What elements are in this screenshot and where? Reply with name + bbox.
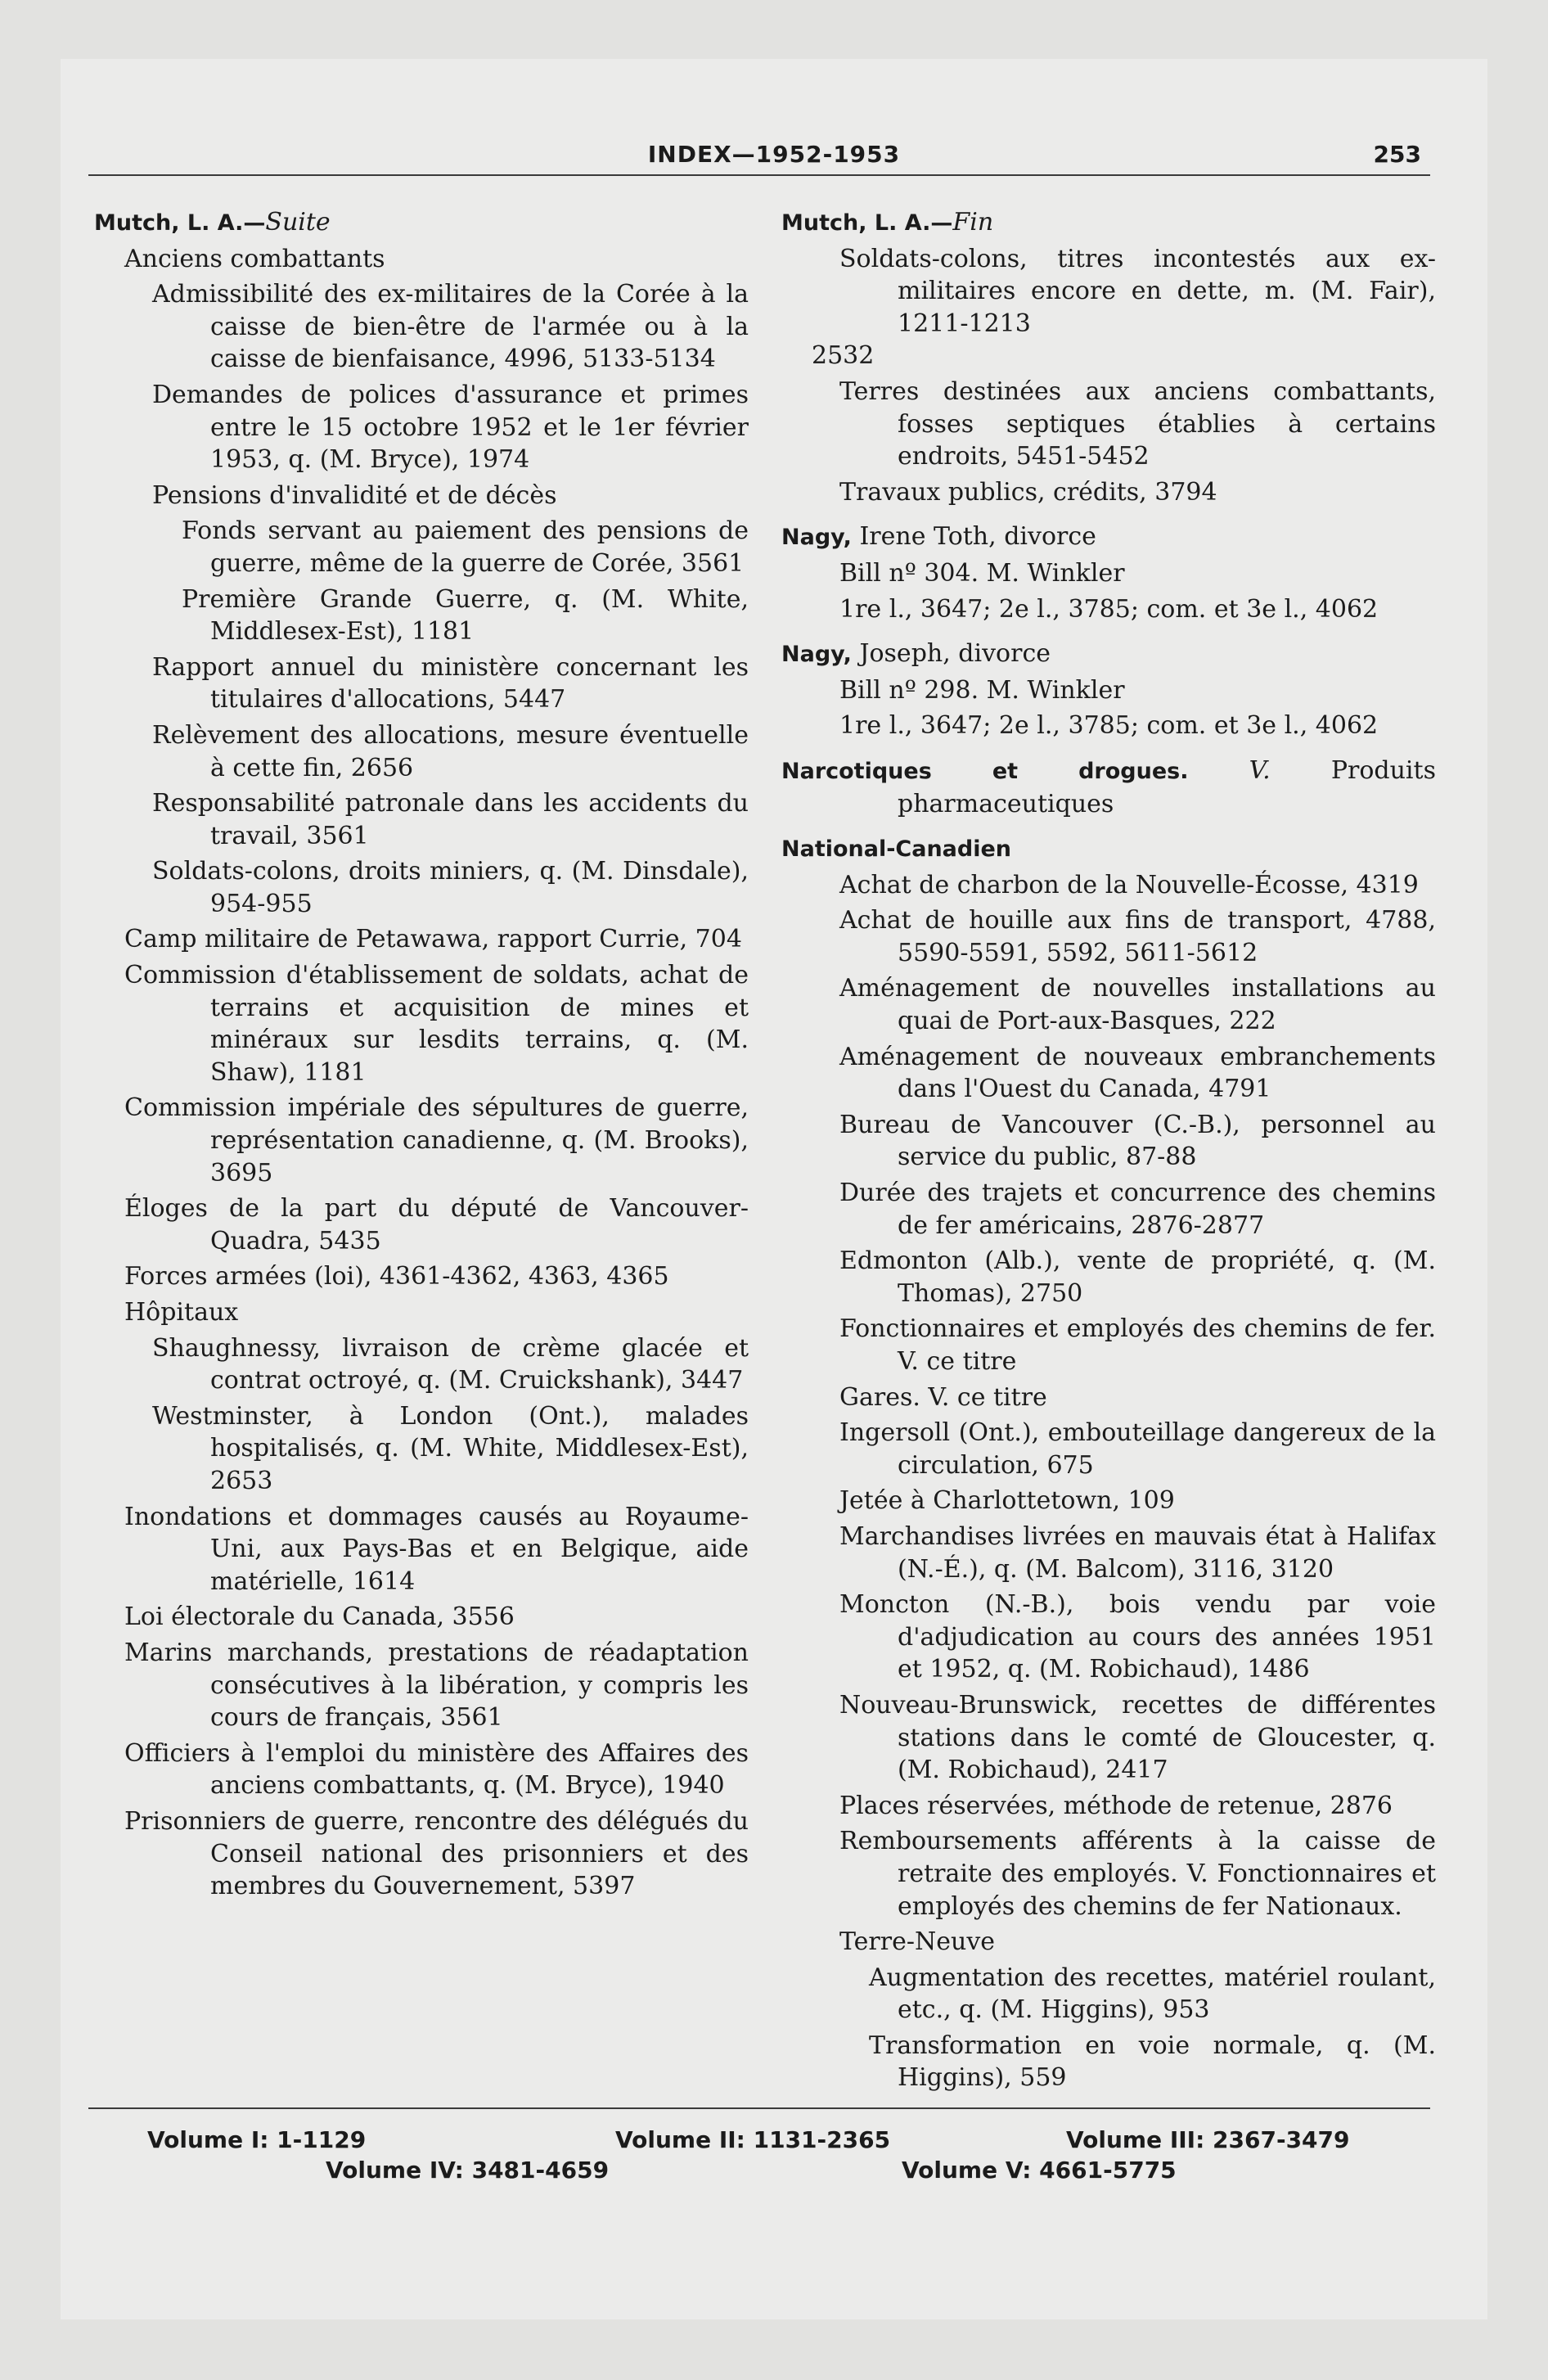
index-entry: Places réservées, méthode de retenue, 2876 bbox=[839, 1791, 1393, 1820]
index-entry: 1re l., 3647; 2e l., 3785; com. et 3e l., 4062 bbox=[839, 594, 1379, 624]
index-entry: Ingersoll (Ont.), embouteillage dangereux de la circulation, 675 bbox=[839, 1418, 1436, 1480]
index-entry: Hôpitaux bbox=[124, 1298, 239, 1327]
index-entry: Remboursements afférents à la caisse de retraite des employés. V. Fonctionnaires et employés des chemins de fer Nationaux. bbox=[839, 1827, 1436, 1921]
index-entry: Relèvement des allocations, mesure éventuelle à cette fin, 2656 bbox=[152, 720, 749, 782]
index-entry: Marins marchands, prestations de réadaptation consécutives à la libération, y compris les cours de français, 3561 bbox=[124, 1638, 749, 1733]
index-entry: Terre-Neuve bbox=[839, 1927, 996, 1957]
index-entry: Achat de charbon de la Nouvelle-Écosse, 4319 bbox=[839, 870, 1419, 899]
index-entry: Jetée à Charlottetown, 109 bbox=[839, 1486, 1175, 1516]
national-canadien-heading: National-Canadien bbox=[781, 836, 1012, 863]
index-entry: 1re l., 3647; 2e l., 3785; com. et 3e l., 4062 bbox=[839, 711, 1379, 741]
index-entry: Aménagement de nouveaux embranchements dans l'Ouest du Canada, 4791 bbox=[839, 1042, 1436, 1104]
narcotiques-heading: Narcotiques et drogues. V. Produits pharmaceutiques bbox=[781, 755, 1436, 818]
volume-1-range: Volume I: 1-1129 bbox=[147, 2126, 367, 2153]
right-heading: Mutch, L. A.—Fin bbox=[781, 208, 994, 237]
volume-5-range: Volume V: 4661-5775 bbox=[902, 2157, 1177, 2184]
left-column bbox=[94, 206, 749, 1903]
index-entry: Moncton (N.-B.), bois vendu par voie d'adjudication au cours des années 1951 et 1952, q. (M. Robichaud), 1486 bbox=[839, 1590, 1436, 1684]
page-number: 253 bbox=[1373, 141, 1421, 168]
left-heading: Mutch, L. A.—Suite bbox=[94, 208, 331, 237]
index-entry: Officiers à l'emploi du ministère des Affaires des anciens combattants, q. (M. Bryce), 1940 bbox=[124, 1738, 749, 1801]
index-entry: Inondations et dommages causés au Royaume-Uni, aux Pays-Bas et en Belgique, aide matérielle, 1614 bbox=[124, 1502, 749, 1596]
index-entry: Aménagement de nouvelles installations au quai de Port-aux-Basques, 222 bbox=[839, 974, 1436, 1036]
index-entry: Terres destinées aux anciens combattants, fosses septiques établies à certains endroits, 5451-5452 bbox=[839, 376, 1436, 471]
index-entry: Première Grande Guerre, q. (M. White, Middlesex-Est), 1181 bbox=[182, 584, 749, 647]
index-entry: Nouveau-Brunswick, recettes de différentes stations dans le comté de Gloucester, q. (M. Robichaud), 2417 bbox=[839, 1690, 1436, 1785]
index-entry: Bill nº 304. M. Winkler bbox=[839, 558, 1125, 588]
index-entry: Responsabilité patronale dans les accidents du travail, 3561 bbox=[152, 789, 749, 850]
index-entry: Travaux publics, crédits, 3794 bbox=[839, 477, 1217, 507]
index-entry: Admissibilité des ex-militaires de la Corée à la caisse de bien-être de l'armée ou à la caisse de bienfaisance, 4996, 5133-5134 bbox=[152, 280, 749, 374]
index-entry: Anciens combattants bbox=[124, 244, 385, 273]
index-entry: Edmonton (Alb.), vente de propriété, q. (M. Thomas), 2750 bbox=[839, 1246, 1436, 1308]
volume-4-range: Volume IV: 3481-4659 bbox=[326, 2157, 610, 2184]
index-entry: Fonds servant au paiement des pensions de guerre, même de la guerre de Corée, 3561 bbox=[182, 516, 749, 578]
index-entry: Achat de houille aux fins de transport, 4788, 5590-5591, 5592, 5611-5612 bbox=[839, 906, 1436, 967]
nagy-irene-heading: Nagy, Irene Toth, divorce bbox=[781, 522, 1096, 552]
index-entry: Prisonniers de guerre, rencontre des délégués du Conseil national des prisonniers et des membres du Gouvernement, 5397 bbox=[124, 1806, 749, 1901]
index-entry: Soldats-colons, titres incontestés aux ex-militaires encore en dette, m. (M. Fair), 1211-1213 bbox=[839, 244, 1436, 338]
index-entry: Shaughnessy, livraison de crème glacée et contrat octroyé, q. (M. Cruickshank), 3447 bbox=[152, 1333, 749, 1395]
index-entry: Demandes de polices d'assurance et primes entre le 15 octobre 1952 et le 1er février 1953, q. (M. Bryce), 1974 bbox=[152, 380, 749, 475]
index-entry: Forces armées (loi), 4361-4362, 4363, 4365 bbox=[124, 1262, 669, 1291]
index-entry: Commission d'établissement de soldats, achat de terrains et acquisition de mines et minéraux sur lesdits terrains, q. (M. Shaw), 1181 bbox=[124, 961, 749, 1087]
index-entry: Pensions d'invalidité et de décès bbox=[152, 480, 557, 510]
index-entry: Camp militaire de Petawawa, rapport Currie, 704 bbox=[124, 925, 742, 954]
index-entry: Gares. V. ce titre bbox=[839, 1382, 1047, 1412]
index-entry: 2532 bbox=[812, 341, 875, 371]
page-title: INDEX—1952-1953 bbox=[647, 141, 901, 168]
index-entry: Transformation en voie normale, q. (M. Higgins), 559 bbox=[869, 2031, 1436, 2093]
index-entry: Augmentation des recettes, matériel roulant, etc., q. (M. Higgins), 953 bbox=[869, 1963, 1436, 2025]
index-entry: Bill nº 298. M. Winkler bbox=[839, 675, 1125, 705]
left-entries bbox=[94, 243, 749, 1903]
footer-rule bbox=[88, 2107, 1430, 2109]
index-entry: Fonctionnaires et employés des chemins de fer. V. ce titre bbox=[839, 1314, 1436, 1376]
volume-3-range: Volume III: 2367-3479 bbox=[1066, 2126, 1350, 2153]
volume-2-range: Volume II: 1131-2365 bbox=[615, 2126, 891, 2153]
index-entry: Marchandises livrées en mauvais état à Halifax (N.-É.), q. (M. Balcom), 3116, 3120 bbox=[839, 1521, 1436, 1584]
index-entry: Bureau de Vancouver (C.-B.), personnel au service du public, 87-88 bbox=[839, 1110, 1436, 1172]
index-entry: Soldats-colons, droits miniers, q. (M. Dinsdale), 954-955 bbox=[152, 857, 749, 918]
nagy-joseph-heading: Nagy, Joseph, divorce bbox=[781, 639, 1051, 669]
right-column bbox=[781, 206, 1436, 2094]
index-entry: Loi électorale du Canada, 3556 bbox=[124, 1602, 515, 1632]
index-entry: Rapport annuel du ministère concernant les titulaires d'allocations, 5447 bbox=[152, 652, 749, 714]
index-entry: Westminster, à London (Ont.), malades hospitalisés, q. (M. White, Middlesex-Est), 2653 bbox=[152, 1401, 749, 1495]
header-rule bbox=[88, 174, 1430, 176]
index-entry: Éloges de la part du député de Vancouver-Quadra, 5435 bbox=[124, 1194, 749, 1255]
index-entry: Durée des trajets et concurrence des chemins de fer américains, 2876-2877 bbox=[839, 1179, 1436, 1240]
index-entry: Commission impériale des sépultures de guerre, représentation canadienne, q. (M. Brooks), 3695 bbox=[124, 1093, 749, 1188]
